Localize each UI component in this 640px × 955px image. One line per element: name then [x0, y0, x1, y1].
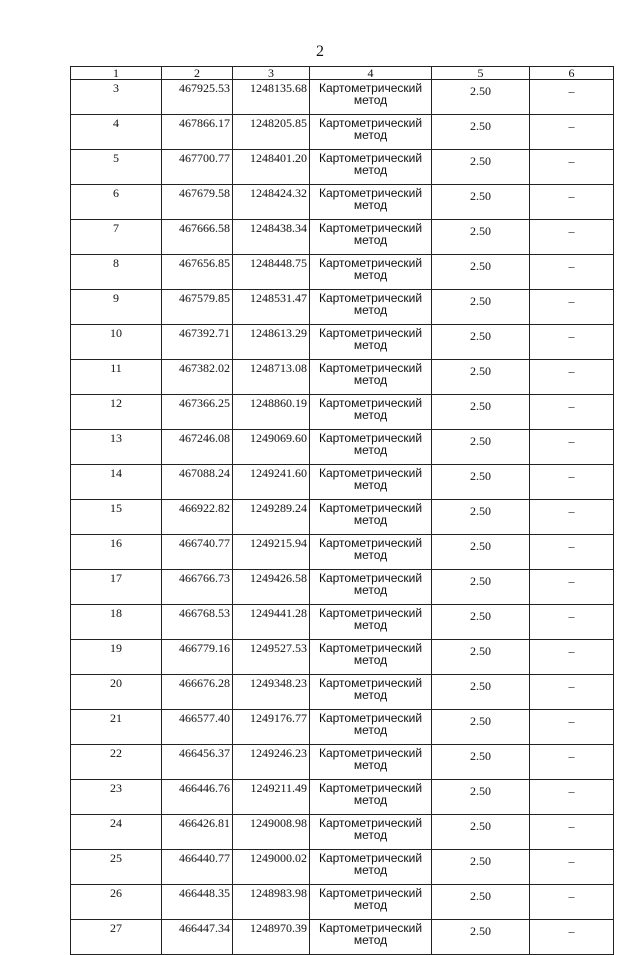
point-number-cell: 20 [71, 675, 162, 710]
y-coordinate-cell: 1249211.49 [233, 780, 310, 815]
note-cell: – [530, 780, 614, 815]
table-row [71, 255, 614, 290]
method-cell: Картометрический метод [310, 885, 432, 920]
table-row [71, 465, 614, 500]
point-number-cell: 11 [71, 360, 162, 395]
y-coordinate-cell: 1249215.94 [233, 535, 310, 570]
note-cell: – [530, 430, 614, 465]
precision-cell: 2.50 [432, 850, 530, 885]
precision-cell: 2.50 [432, 220, 530, 255]
point-number-cell: 4 [71, 115, 162, 150]
note-cell: – [530, 815, 614, 850]
header-cell-5: 5 [432, 67, 530, 80]
table-row [71, 150, 614, 185]
x-coordinate-cell: 466456.37 [162, 745, 233, 780]
point-number-cell: 8 [71, 255, 162, 290]
method-cell: Картометрический метод [310, 325, 432, 360]
method-cell: Картометрический метод [310, 745, 432, 780]
method-cell: Картометрический метод [310, 185, 432, 220]
method-cell: Картометрический метод [310, 780, 432, 815]
table-row [71, 815, 614, 850]
note-cell: – [530, 115, 614, 150]
table-row [71, 290, 614, 325]
table-row [71, 780, 614, 815]
table-row [71, 220, 614, 255]
y-coordinate-cell: 1249426.58 [233, 570, 310, 605]
table-row [71, 500, 614, 535]
method-cell: Картометрический метод [310, 255, 432, 290]
table-row [71, 80, 614, 115]
y-coordinate-cell: 1248860.19 [233, 395, 310, 430]
point-number-cell: 9 [71, 290, 162, 325]
table-row [71, 850, 614, 885]
point-number-cell: 22 [71, 745, 162, 780]
point-number-cell: 16 [71, 535, 162, 570]
method-cell: Картометрический метод [310, 850, 432, 885]
precision-cell: 2.50 [432, 80, 530, 115]
method-cell: Картометрический метод [310, 500, 432, 535]
method-cell: Картометрический метод [310, 605, 432, 640]
method-cell: Картометрический метод [310, 360, 432, 395]
table-row [71, 885, 614, 920]
y-coordinate-cell: 1248970.39 [233, 920, 310, 955]
precision-cell: 2.50 [432, 150, 530, 185]
x-coordinate-cell: 467679.58 [162, 185, 233, 220]
precision-cell: 2.50 [432, 255, 530, 290]
note-cell: – [530, 570, 614, 605]
header-cell-2: 2 [162, 67, 233, 80]
x-coordinate-cell: 466448.35 [162, 885, 233, 920]
point-number-cell: 3 [71, 80, 162, 115]
point-number-cell: 18 [71, 605, 162, 640]
y-coordinate-cell: 1249008.98 [233, 815, 310, 850]
method-cell: Картометрический метод [310, 535, 432, 570]
y-coordinate-cell: 1249441.28 [233, 605, 310, 640]
method-cell: Картометрический метод [310, 640, 432, 675]
x-coordinate-cell: 466779.16 [162, 640, 233, 675]
y-coordinate-cell: 1249527.53 [233, 640, 310, 675]
x-coordinate-cell: 467866.17 [162, 115, 233, 150]
point-number-cell: 12 [71, 395, 162, 430]
y-coordinate-cell: 1248613.29 [233, 325, 310, 360]
method-cell: Картометрический метод [310, 290, 432, 325]
x-coordinate-cell: 466768.53 [162, 605, 233, 640]
precision-cell: 2.50 [432, 640, 530, 675]
x-coordinate-cell: 467088.24 [162, 465, 233, 500]
point-number-cell: 6 [71, 185, 162, 220]
table-row [71, 325, 614, 360]
note-cell: – [530, 850, 614, 885]
point-number-cell: 14 [71, 465, 162, 500]
precision-cell: 2.50 [432, 290, 530, 325]
note-cell: – [530, 920, 614, 955]
y-coordinate-cell: 1249241.60 [233, 465, 310, 500]
precision-cell: 2.50 [432, 675, 530, 710]
point-number-cell: 15 [71, 500, 162, 535]
x-coordinate-cell: 466577.40 [162, 710, 233, 745]
note-cell: – [530, 465, 614, 500]
precision-cell: 2.50 [432, 745, 530, 780]
precision-cell: 2.50 [432, 500, 530, 535]
x-coordinate-cell: 467700.77 [162, 150, 233, 185]
header-row [71, 67, 614, 80]
method-cell: Картометрический метод [310, 80, 432, 115]
method-cell: Картометрический метод [310, 570, 432, 605]
precision-cell: 2.50 [432, 570, 530, 605]
table-row [71, 115, 614, 150]
header-cell-1: 1 [71, 67, 162, 80]
header-cell-3: 3 [233, 67, 310, 80]
method-cell: Картометрический метод [310, 395, 432, 430]
table-row [71, 675, 614, 710]
point-number-cell: 10 [71, 325, 162, 360]
note-cell: – [530, 220, 614, 255]
note-cell: – [530, 500, 614, 535]
precision-cell: 2.50 [432, 920, 530, 955]
note-cell: – [530, 325, 614, 360]
x-coordinate-cell: 467925.53 [162, 80, 233, 115]
point-number-cell: 25 [71, 850, 162, 885]
y-coordinate-cell: 1248713.08 [233, 360, 310, 395]
note-cell: – [530, 290, 614, 325]
method-cell: Картометрический метод [310, 465, 432, 500]
precision-cell: 2.50 [432, 360, 530, 395]
precision-cell: 2.50 [432, 710, 530, 745]
x-coordinate-cell: 466766.73 [162, 570, 233, 605]
method-cell: Картометрический метод [310, 115, 432, 150]
point-number-cell: 5 [71, 150, 162, 185]
precision-cell: 2.50 [432, 185, 530, 220]
y-coordinate-cell: 1249289.24 [233, 500, 310, 535]
note-cell: – [530, 710, 614, 745]
point-number-cell: 21 [71, 710, 162, 745]
precision-cell: 2.50 [432, 395, 530, 430]
method-cell: Картометрический метод [310, 150, 432, 185]
note-cell: – [530, 150, 614, 185]
header-cell-6: 6 [530, 67, 614, 80]
table-row [71, 535, 614, 570]
y-coordinate-cell: 1249176.77 [233, 710, 310, 745]
note-cell: – [530, 675, 614, 710]
x-coordinate-cell: 466426.81 [162, 815, 233, 850]
note-cell: – [530, 605, 614, 640]
note-cell: – [530, 885, 614, 920]
y-coordinate-cell: 1248531.47 [233, 290, 310, 325]
x-coordinate-cell: 466446.76 [162, 780, 233, 815]
x-coordinate-cell: 467666.58 [162, 220, 233, 255]
precision-cell: 2.50 [432, 465, 530, 500]
y-coordinate-cell: 1249069.60 [233, 430, 310, 465]
note-cell: – [530, 360, 614, 395]
table-row [71, 360, 614, 395]
table-row [71, 920, 614, 955]
precision-cell: 2.50 [432, 780, 530, 815]
point-number-cell: 24 [71, 815, 162, 850]
y-coordinate-cell: 1248424.32 [233, 185, 310, 220]
table-row [71, 185, 614, 220]
table-row [71, 605, 614, 640]
y-coordinate-cell: 1249000.02 [233, 850, 310, 885]
y-coordinate-cell: 1248205.85 [233, 115, 310, 150]
y-coordinate-cell: 1249348.23 [233, 675, 310, 710]
method-cell: Картометрический метод [310, 220, 432, 255]
x-coordinate-cell: 466676.28 [162, 675, 233, 710]
point-number-cell: 17 [71, 570, 162, 605]
point-number-cell: 27 [71, 920, 162, 955]
table-row [71, 570, 614, 605]
point-number-cell: 23 [71, 780, 162, 815]
point-number-cell: 7 [71, 220, 162, 255]
precision-cell: 2.50 [432, 885, 530, 920]
note-cell: – [530, 640, 614, 675]
precision-cell: 2.50 [432, 535, 530, 570]
y-coordinate-cell: 1248135.68 [233, 80, 310, 115]
table-row [71, 640, 614, 675]
y-coordinate-cell: 1248401.20 [233, 150, 310, 185]
x-coordinate-cell: 466440.77 [162, 850, 233, 885]
note-cell: – [530, 80, 614, 115]
x-coordinate-cell: 467392.71 [162, 325, 233, 360]
y-coordinate-cell: 1248438.34 [233, 220, 310, 255]
table-body [71, 67, 614, 955]
method-cell: Картометрический метод [310, 920, 432, 955]
note-cell: – [530, 255, 614, 290]
point-number-cell: 13 [71, 430, 162, 465]
note-cell: – [530, 395, 614, 430]
y-coordinate-cell: 1249246.23 [233, 745, 310, 780]
coordinates-table [70, 66, 614, 955]
point-number-cell: 26 [71, 885, 162, 920]
method-cell: Картометрический метод [310, 675, 432, 710]
x-coordinate-cell: 467246.08 [162, 430, 233, 465]
precision-cell: 2.50 [432, 815, 530, 850]
method-cell: Картометрический метод [310, 815, 432, 850]
table-row [71, 745, 614, 780]
precision-cell: 2.50 [432, 325, 530, 360]
table-row [71, 430, 614, 465]
precision-cell: 2.50 [432, 430, 530, 465]
x-coordinate-cell: 467579.85 [162, 290, 233, 325]
x-coordinate-cell: 466922.82 [162, 500, 233, 535]
header-cell-4: 4 [310, 67, 432, 80]
table-row [71, 710, 614, 745]
x-coordinate-cell: 466740.77 [162, 535, 233, 570]
y-coordinate-cell: 1248448.75 [233, 255, 310, 290]
x-coordinate-cell: 467656.85 [162, 255, 233, 290]
note-cell: – [530, 535, 614, 570]
method-cell: Картометрический метод [310, 710, 432, 745]
note-cell: – [530, 185, 614, 220]
point-number-cell: 19 [71, 640, 162, 675]
x-coordinate-cell: 466447.34 [162, 920, 233, 955]
y-coordinate-cell: 1248983.98 [233, 885, 310, 920]
precision-cell: 2.50 [432, 115, 530, 150]
page-number: 2 [316, 43, 324, 60]
method-cell: Картометрический метод [310, 430, 432, 465]
x-coordinate-cell: 467382.02 [162, 360, 233, 395]
x-coordinate-cell: 467366.25 [162, 395, 233, 430]
note-cell: – [530, 745, 614, 780]
table-row [71, 395, 614, 430]
precision-cell: 2.50 [432, 605, 530, 640]
